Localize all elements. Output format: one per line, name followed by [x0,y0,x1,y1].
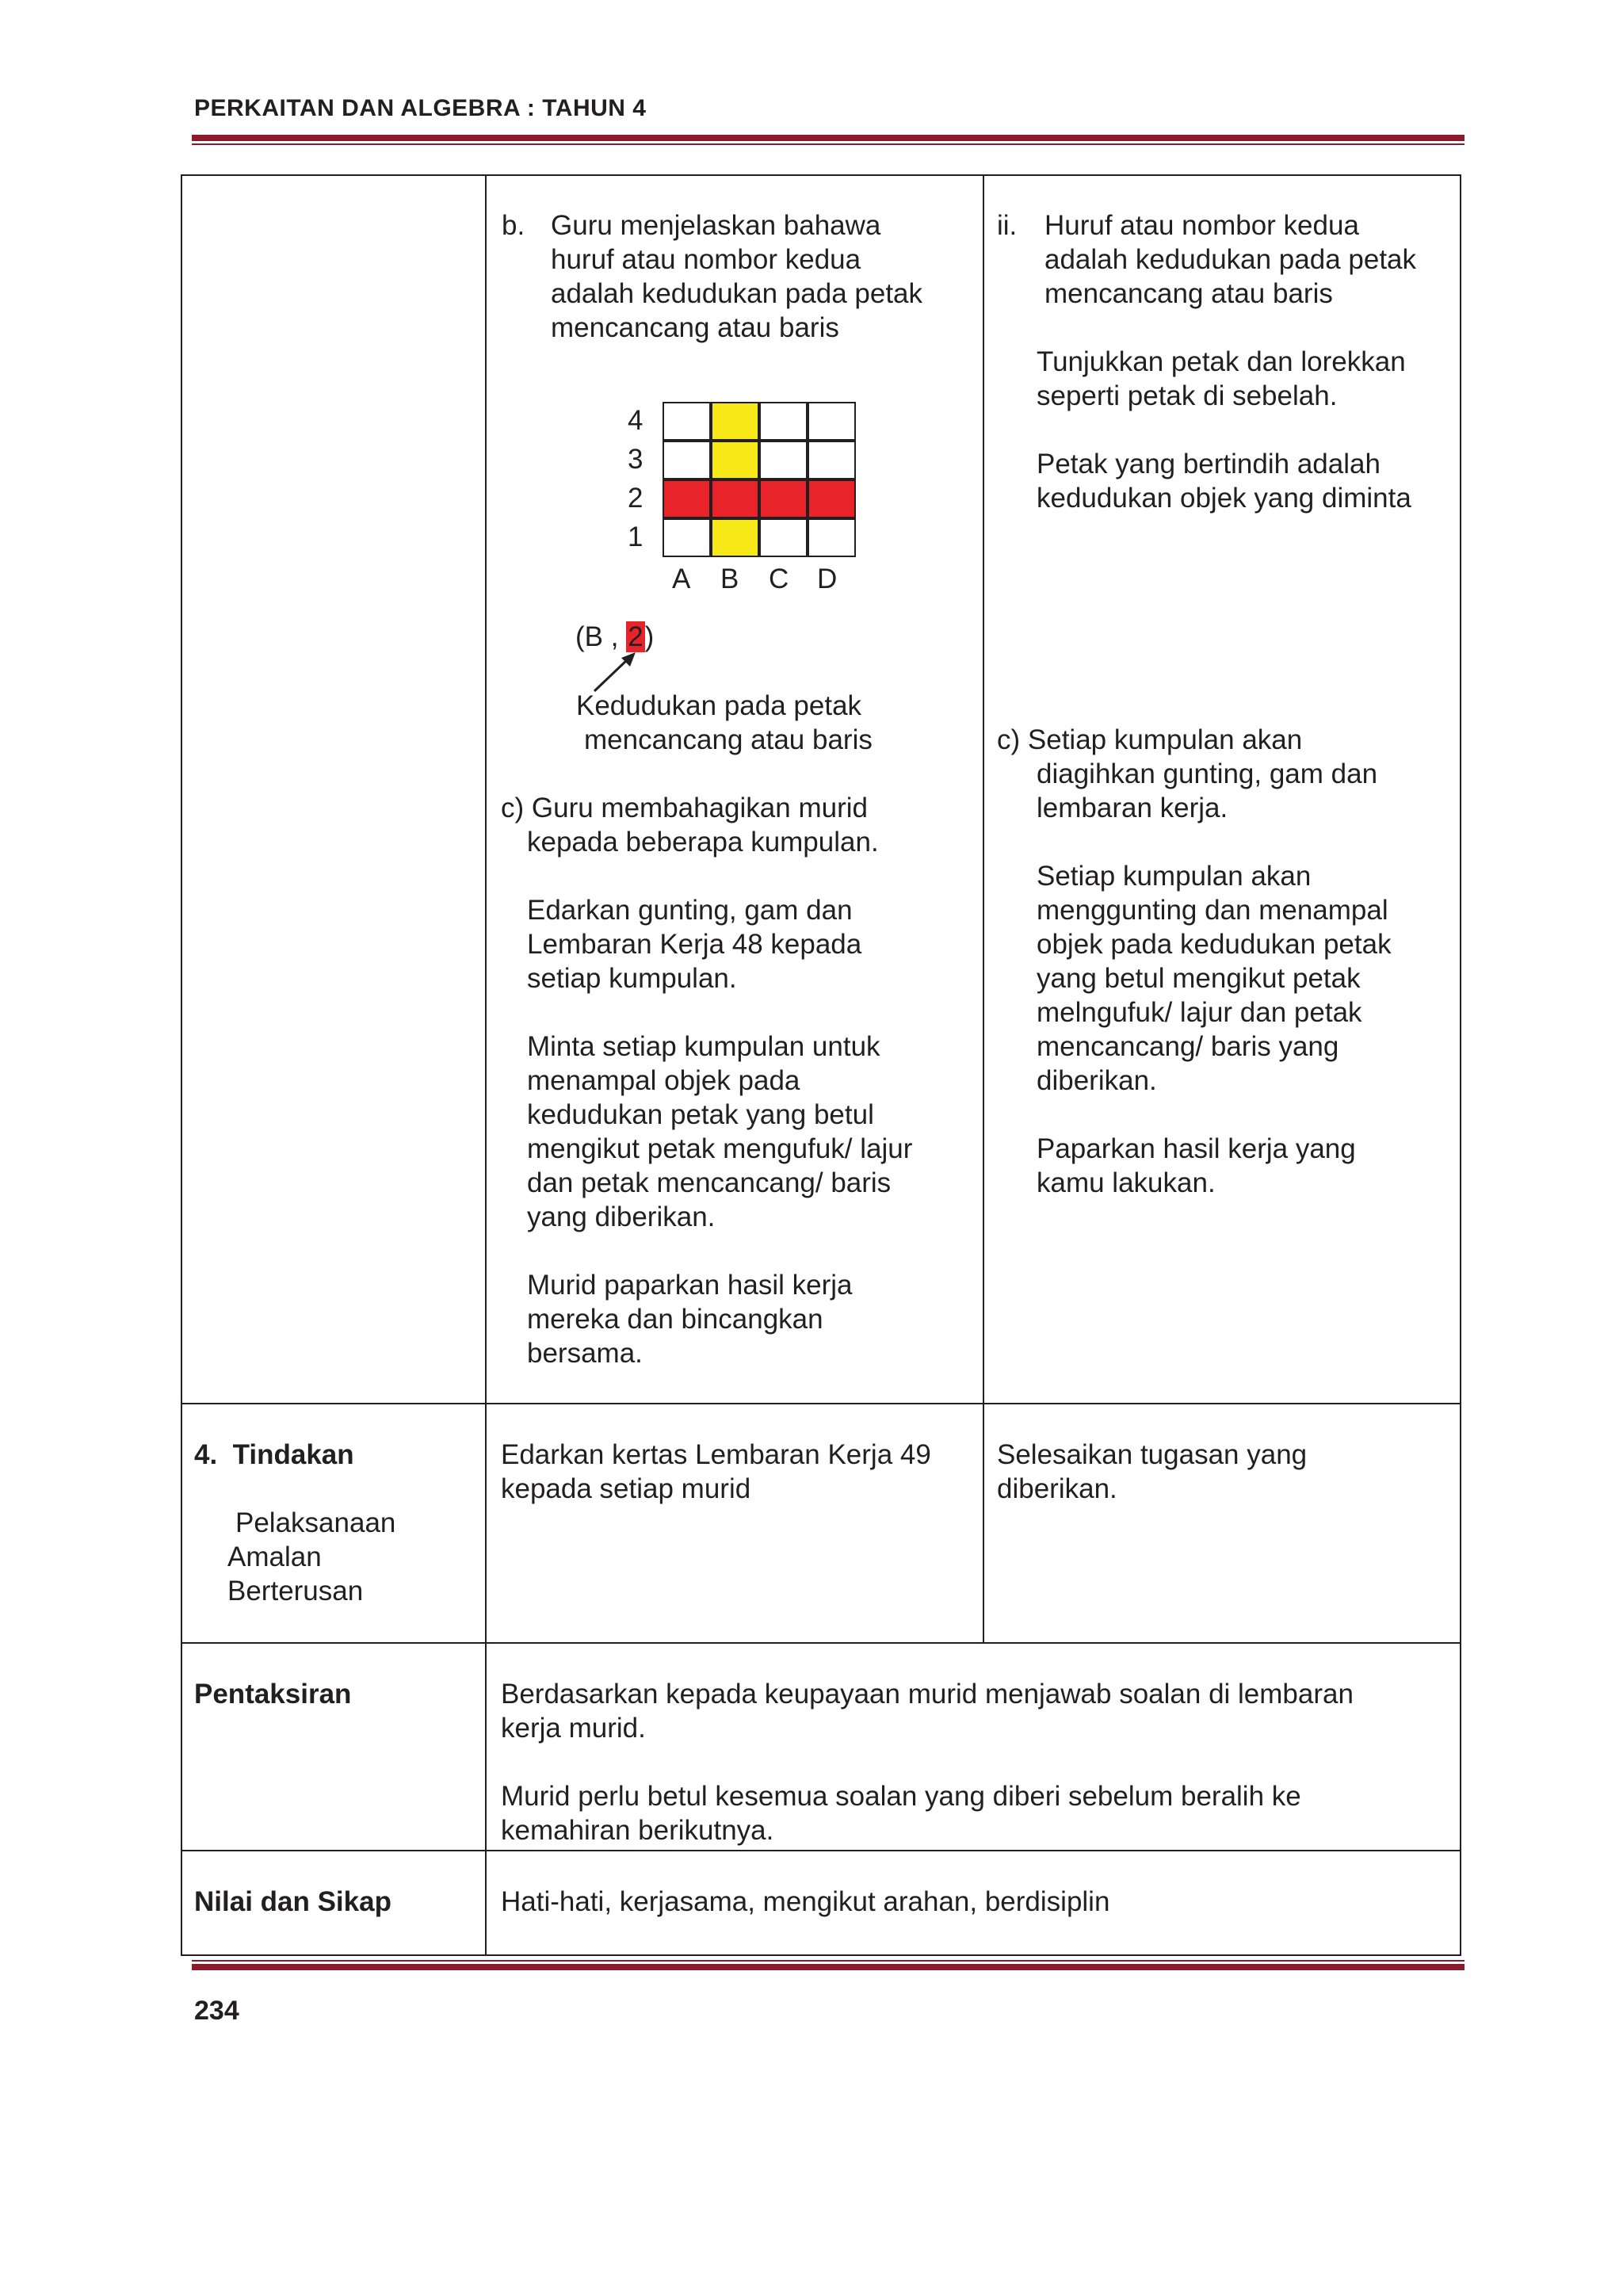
row-divider-2 [181,1642,1460,1644]
teacher-step-c-text: yang diberikan. [527,1201,716,1232]
student-text: Paparkan hasil kerja yang [1037,1133,1356,1164]
student-text: seperti petak di sebelah. [1037,380,1338,411]
assessment-text: Murid perlu betul kesemua soalan yang diberi sebelum beralih ke [501,1781,1301,1812]
teacher-step-c-text: Lembaran Kerja 48 kepada [527,929,862,960]
teacher-step-c-text: kedudukan petak yang betul [527,1099,874,1130]
student-text: Tunjukkan petak dan lorekkan [1037,346,1406,377]
row-divider-1 [181,1403,1460,1404]
student-text: Setiap kumpulan akan [1037,861,1312,892]
grid-cell-b2 [711,479,759,518]
arrow-caption: Kedudukan pada petak [576,690,862,721]
teacher-action-text: Edarkan kertas Lembaran Kerja 49 [501,1439,931,1470]
step-title: 4. Tindakan [194,1439,354,1470]
student-step-ii-line: adalah kedudukan pada petak [1044,244,1417,275]
teacher-step-c-line: c) Guru membahagikan murid [501,793,868,823]
grid-cell [663,441,711,479]
grid-cell [759,518,808,557]
column-divider-2 [983,174,984,1644]
values-label: Nilai dan Sikap [194,1886,391,1917]
teacher-step-b-line: adalah kedudukan pada petak [551,278,923,309]
step-subtitle: Berterusan [227,1576,364,1606]
student-text: kamu lakukan. [1037,1167,1216,1198]
coordinate-suffix: ) [644,621,655,652]
grid-cell [759,441,808,479]
page-header-title: PERKAITAN DAN ALGEBRA : TAHUN 4 [194,95,647,121]
coordinate-grid [663,402,861,563]
grid-cell-b3 [711,441,759,479]
coordinate-prefix: (B , [575,621,627,652]
footer-rule [192,1960,1465,1970]
student-step-c-line: c) Setiap kumpulan akan [997,724,1303,755]
grid-cell-d2 [808,479,856,518]
student-text: melngufuk/ lajur dan petak [1037,997,1362,1028]
coordinate-highlight: 2 [628,621,643,652]
student-step-c-line: lembaran kerja. [1037,793,1228,823]
grid-cell [808,441,856,479]
student-text: objek pada kedudukan petak [1037,929,1392,960]
grid-row-label: 2 [628,483,643,514]
student-action-text: Selesaikan tugasan yang [997,1439,1308,1470]
teacher-step-c-text: Murid paparkan hasil kerja [527,1270,853,1301]
student-step-ii-line: mencancang atau baris [1044,278,1333,309]
assessment-text: Berdasarkan kepada keupayaan murid menjawab soalan di lembaran [501,1679,1354,1710]
grid-cell [663,402,711,441]
grid-cell-b1 [711,518,759,557]
grid-cell-c2 [759,479,808,518]
student-action-text: diberikan. [997,1473,1117,1504]
teacher-step-b-line: huruf atau nombor kedua [551,244,861,275]
student-text: diberikan. [1037,1065,1157,1096]
page-number: 234 [194,1996,239,2026]
grid-row-label: 1 [628,521,643,552]
grid-col-label: A [672,563,691,594]
grid-cell [808,402,856,441]
teacher-step-b-line: Guru menjelaskan bahawa [551,210,881,241]
teacher-step-c-text: mengikut petak mengufuk/ lajur [527,1133,913,1164]
grid-col-label: B [720,563,739,594]
grid-cell [663,518,711,557]
step-subtitle: Amalan [227,1541,322,1572]
teacher-step-c-text: Edarkan gunting, gam dan [527,895,853,926]
grid-cell [808,518,856,557]
teacher-step-b-marker: b. [502,210,525,241]
student-text: mencancang/ baris yang [1037,1031,1339,1062]
step-subtitle: Pelaksanaan [235,1507,396,1538]
teacher-step-c-text: bersama. [527,1338,643,1369]
teacher-step-c-text: dan petak mencancang/ baris [527,1167,892,1198]
teacher-step-c-text: Minta setiap kumpulan untuk [527,1031,880,1062]
student-text: Petak yang bertindih adalah [1037,449,1381,479]
student-step-c-line: diagihkan gunting, gam dan [1037,758,1378,789]
teacher-step-b-line: mencancang atau baris [551,312,839,343]
teacher-step-c-text: mereka dan bincangkan [527,1304,823,1335]
teacher-step-c-text: setiap kumpulan. [527,963,737,994]
values-text: Hati-hati, kerjasama, mengikut arahan, berdisiplin [501,1886,1110,1917]
arrow-caption: mencancang atau baris [584,724,873,755]
teacher-step-c-text: menampal objek pada [527,1065,800,1096]
header-rule [192,135,1465,145]
student-text: yang betul mengikut petak [1037,963,1361,994]
student-text: kedudukan objek yang diminta [1037,483,1411,514]
grid-cell-b4 [711,402,759,441]
teacher-step-c-line: kepada beberapa kumpulan. [527,827,879,858]
grid-cell-a2 [663,479,711,518]
row-divider-3 [181,1850,1460,1851]
grid-col-label: C [769,563,789,594]
assessment-text: kemahiran berikutnya. [501,1815,774,1846]
grid-cell [759,402,808,441]
grid-row-label: 4 [628,405,643,436]
grid-row-label: 3 [628,444,643,475]
assessment-text: kerja murid. [501,1713,646,1744]
column-divider-1 [485,174,487,1954]
teacher-action-text: kepada setiap murid [501,1473,751,1504]
student-step-ii-marker: ii. [997,210,1018,241]
assessment-label: Pentaksiran [194,1679,352,1710]
student-text: menggunting dan menampal [1037,895,1388,926]
student-step-ii-line: Huruf atau nombor kedua [1044,210,1359,241]
grid-col-label: D [817,563,838,594]
